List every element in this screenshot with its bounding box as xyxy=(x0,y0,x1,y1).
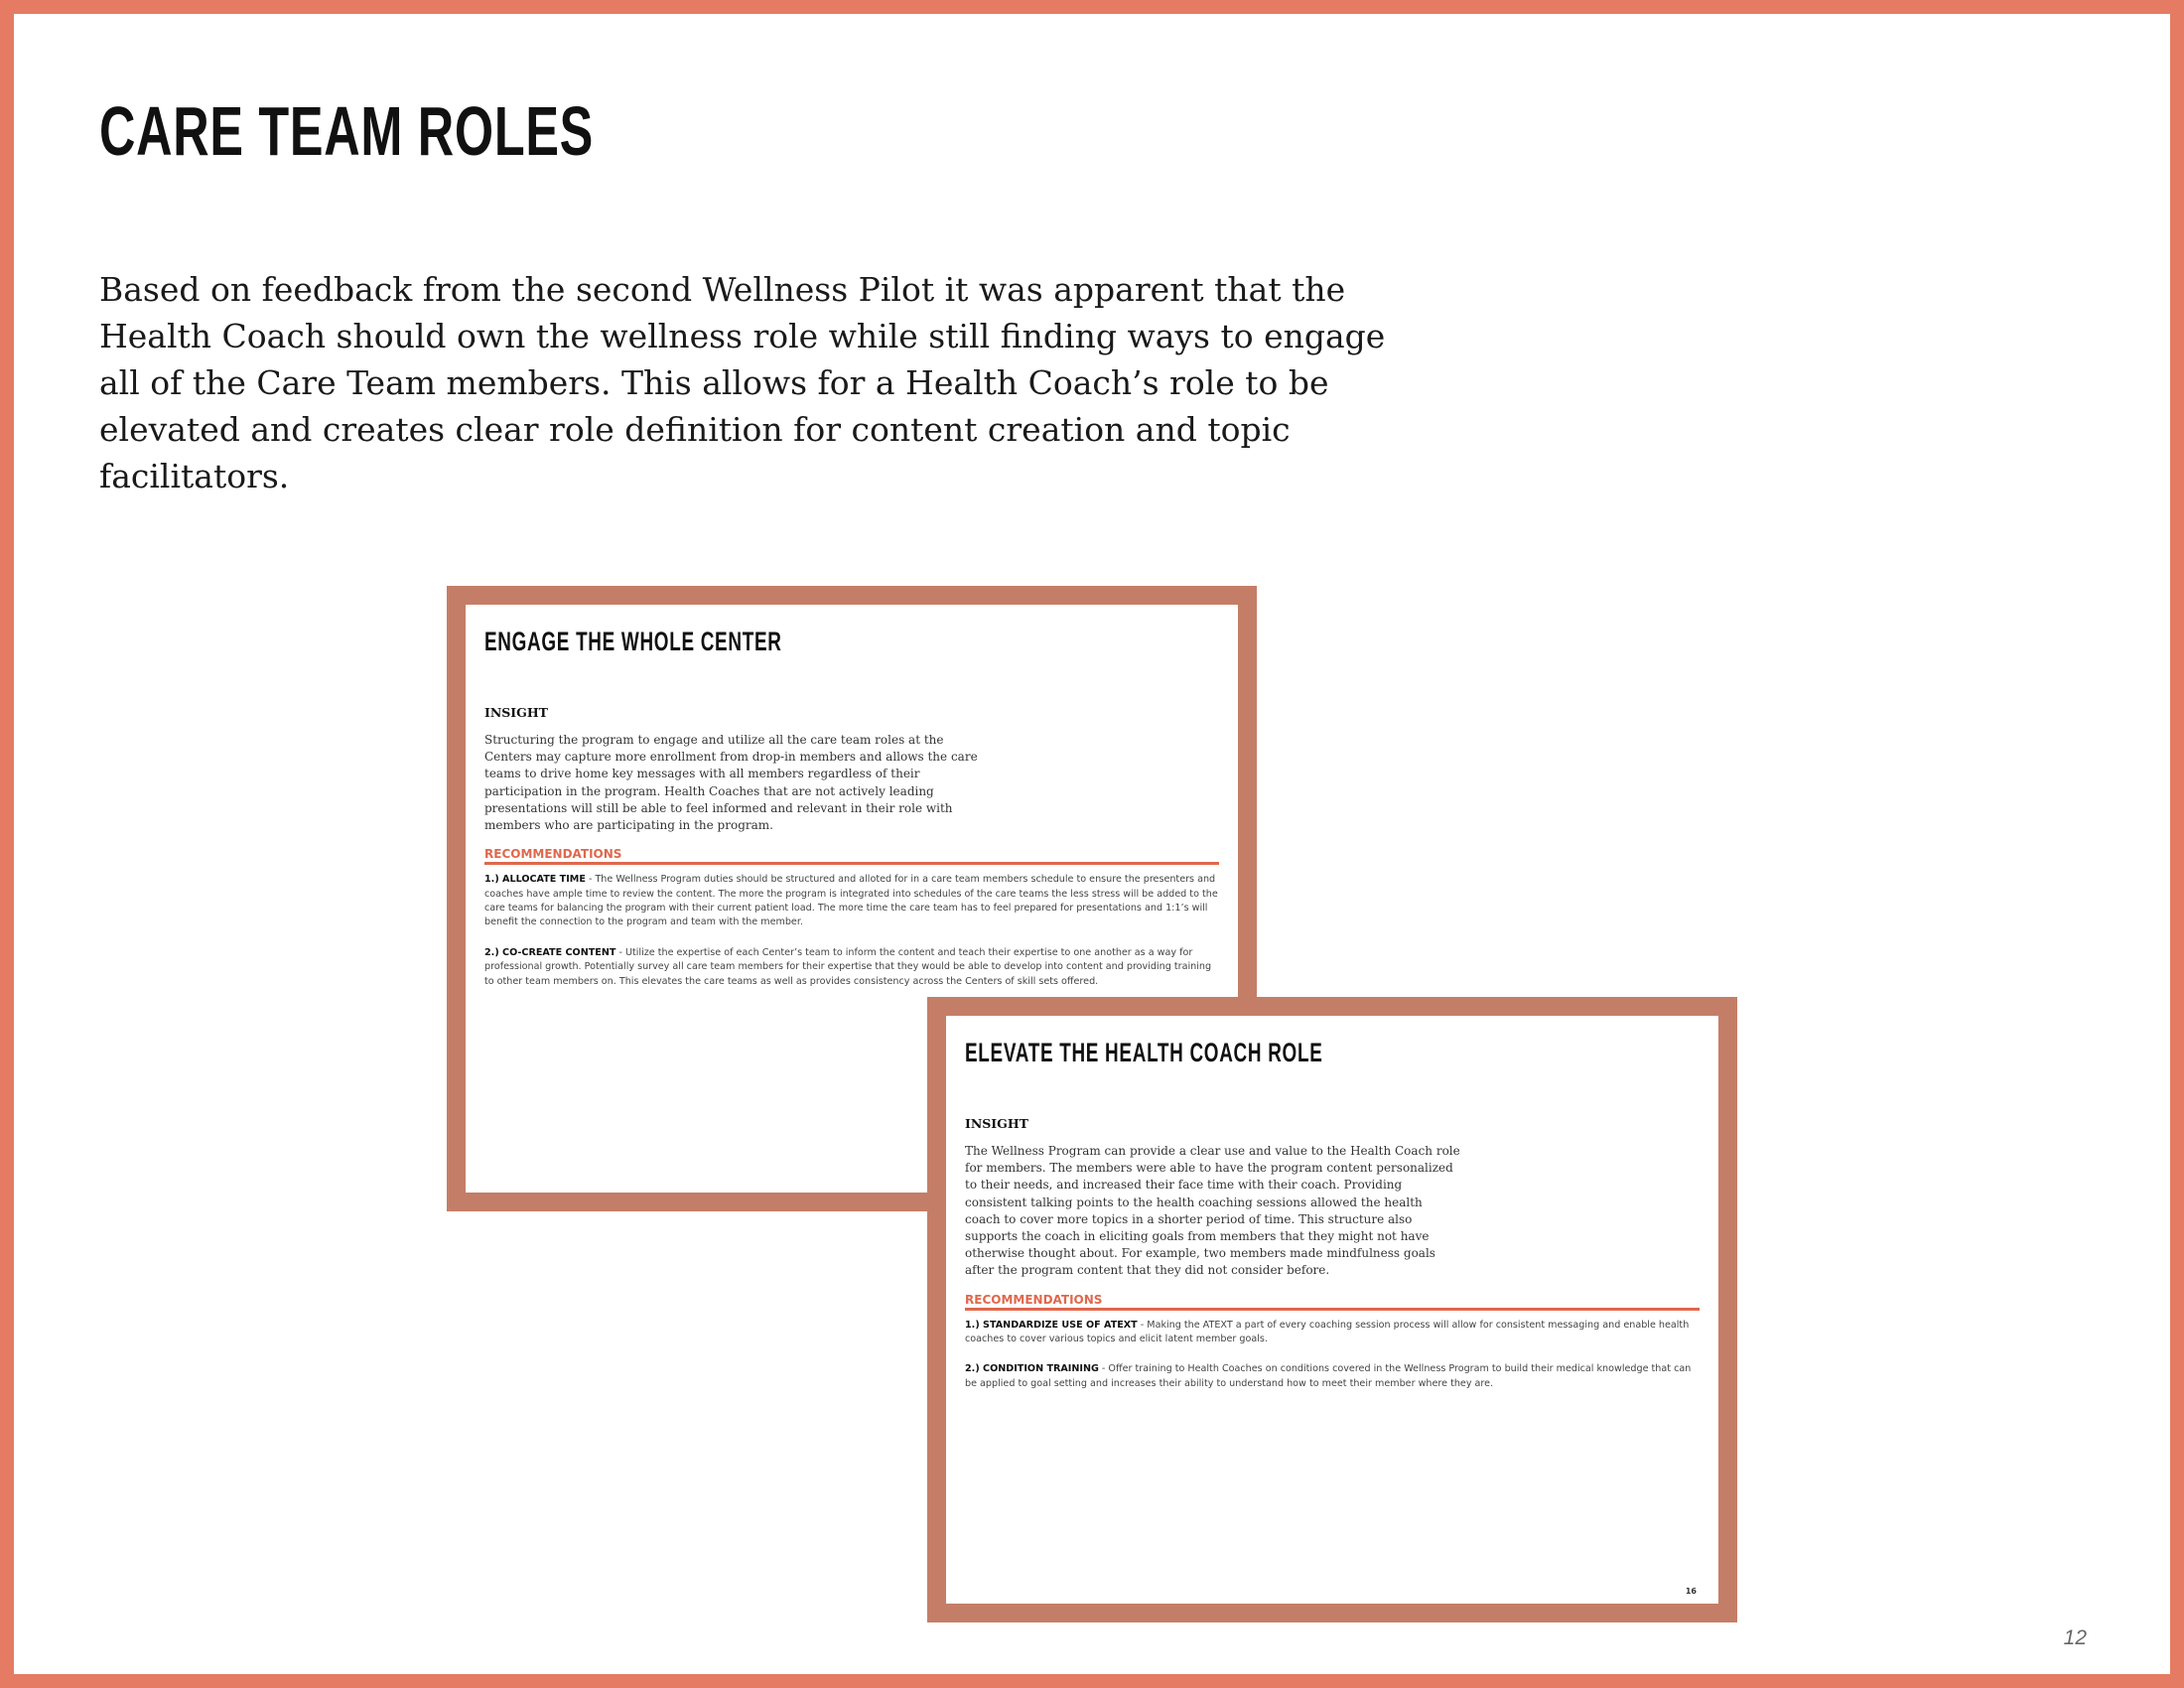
recommendation-lead: 1.) STANDARDIZE USE OF ATEXT xyxy=(965,1319,1138,1331)
card-title: ELEVATE THE HEALTH COACH ROLE xyxy=(965,1038,1323,1067)
card-title: ENGAGE THE WHOLE CENTER xyxy=(484,627,782,656)
recommendations-heading: RECOMMENDATIONS xyxy=(484,847,1219,865)
recommendations-heading: RECOMMENDATIONS xyxy=(965,1293,1700,1311)
page-number: 12 xyxy=(2063,1626,2087,1649)
intro-paragraph: Based on feedback from the second Wellness Pilot it was apparent that the Health Coach should own the wellness role while still finding ways to engage all of the Care Team members. This allows for a Health Coach’s role to be elevated and creates clear role definition for content creation and topic facilitators. xyxy=(99,270,1386,495)
card-body xyxy=(946,1016,1718,1604)
insight-label: INSIGHT xyxy=(965,1116,1028,1131)
page-title: CARE TEAM ROLES xyxy=(99,92,595,170)
recommendation-lead: 2.) CONDITION TRAINING xyxy=(965,1363,1099,1375)
recommendation-item xyxy=(965,1362,1700,1391)
card-elevate-health-coach-role xyxy=(927,997,1737,1622)
recommendation-item xyxy=(484,873,1219,930)
recommendation-item xyxy=(484,946,1219,989)
recommendation-text: - Utilize the expertise of each Center’s team to inform the content and teach their expertise to one another as a way for professional growth. Potentially survey all care team members for their expertise that they would be able to develop into content and providing training to other team members on. This elevates the care teams as well as provides consistency across the Centers of skill sets offered. xyxy=(484,946,1212,987)
insight-text: The Wellness Program can provide a clear use and value to the Health Coach role for members. The members were able to have the program content personalized to their needs, and increased their face time with their coach. Providing consistent talking points to the health coaching sessions allowed the health coach to cover more topics in a shorter period of time. This structure also supports the coach in eliciting goals from members that they might not have otherwise thought about. For example, two members made mindfulness goals after the program content that they did not consider before. xyxy=(965,1144,1460,1278)
recommendation-text: - Making the ATEXT a part of every coaching session process will allow for consistent messaging and enable health coaches to cover various topics and elicit latent member goals. xyxy=(965,1319,1690,1345)
card-page-number: 16 xyxy=(1685,1587,1697,1596)
recommendation-lead: 2.) CO-CREATE CONTENT xyxy=(484,946,616,958)
recommendation-item xyxy=(965,1319,1700,1347)
recommendation-text: - Offer training to Health Coaches on conditions covered in the Wellness Program to build their medical knowledge that can be applied to goal setting and increases their ability to understand how to meet their member where they are. xyxy=(965,1363,1692,1389)
insight-label: INSIGHT xyxy=(484,705,548,720)
recommendation-lead: 1.) ALLOCATE TIME xyxy=(484,874,586,886)
recommendation-text: - The Wellness Program duties should be structured and alloted for in a care team members schedule to ensure the presenters and coaches have ample time to review the content. The more the program is integrated into schedules of the care teams the less stress will be added to the care teams for balancing the program with their current patient load. The more time the care team has to feel prepared for presentations and 1:1’s will benefit the connection to the program and team with the member. xyxy=(484,874,1218,928)
insight-text: Structuring the program to engage and utilize all the care team roles at the Centers may capture more enrollment from drop-in members and allows the care teams to drive home key messages with all members regardless of their participation in the program. Health Coaches that are not actively leading presentations will still be able to feel informed and relevant in their role with members who are participating in the program. xyxy=(484,733,978,833)
